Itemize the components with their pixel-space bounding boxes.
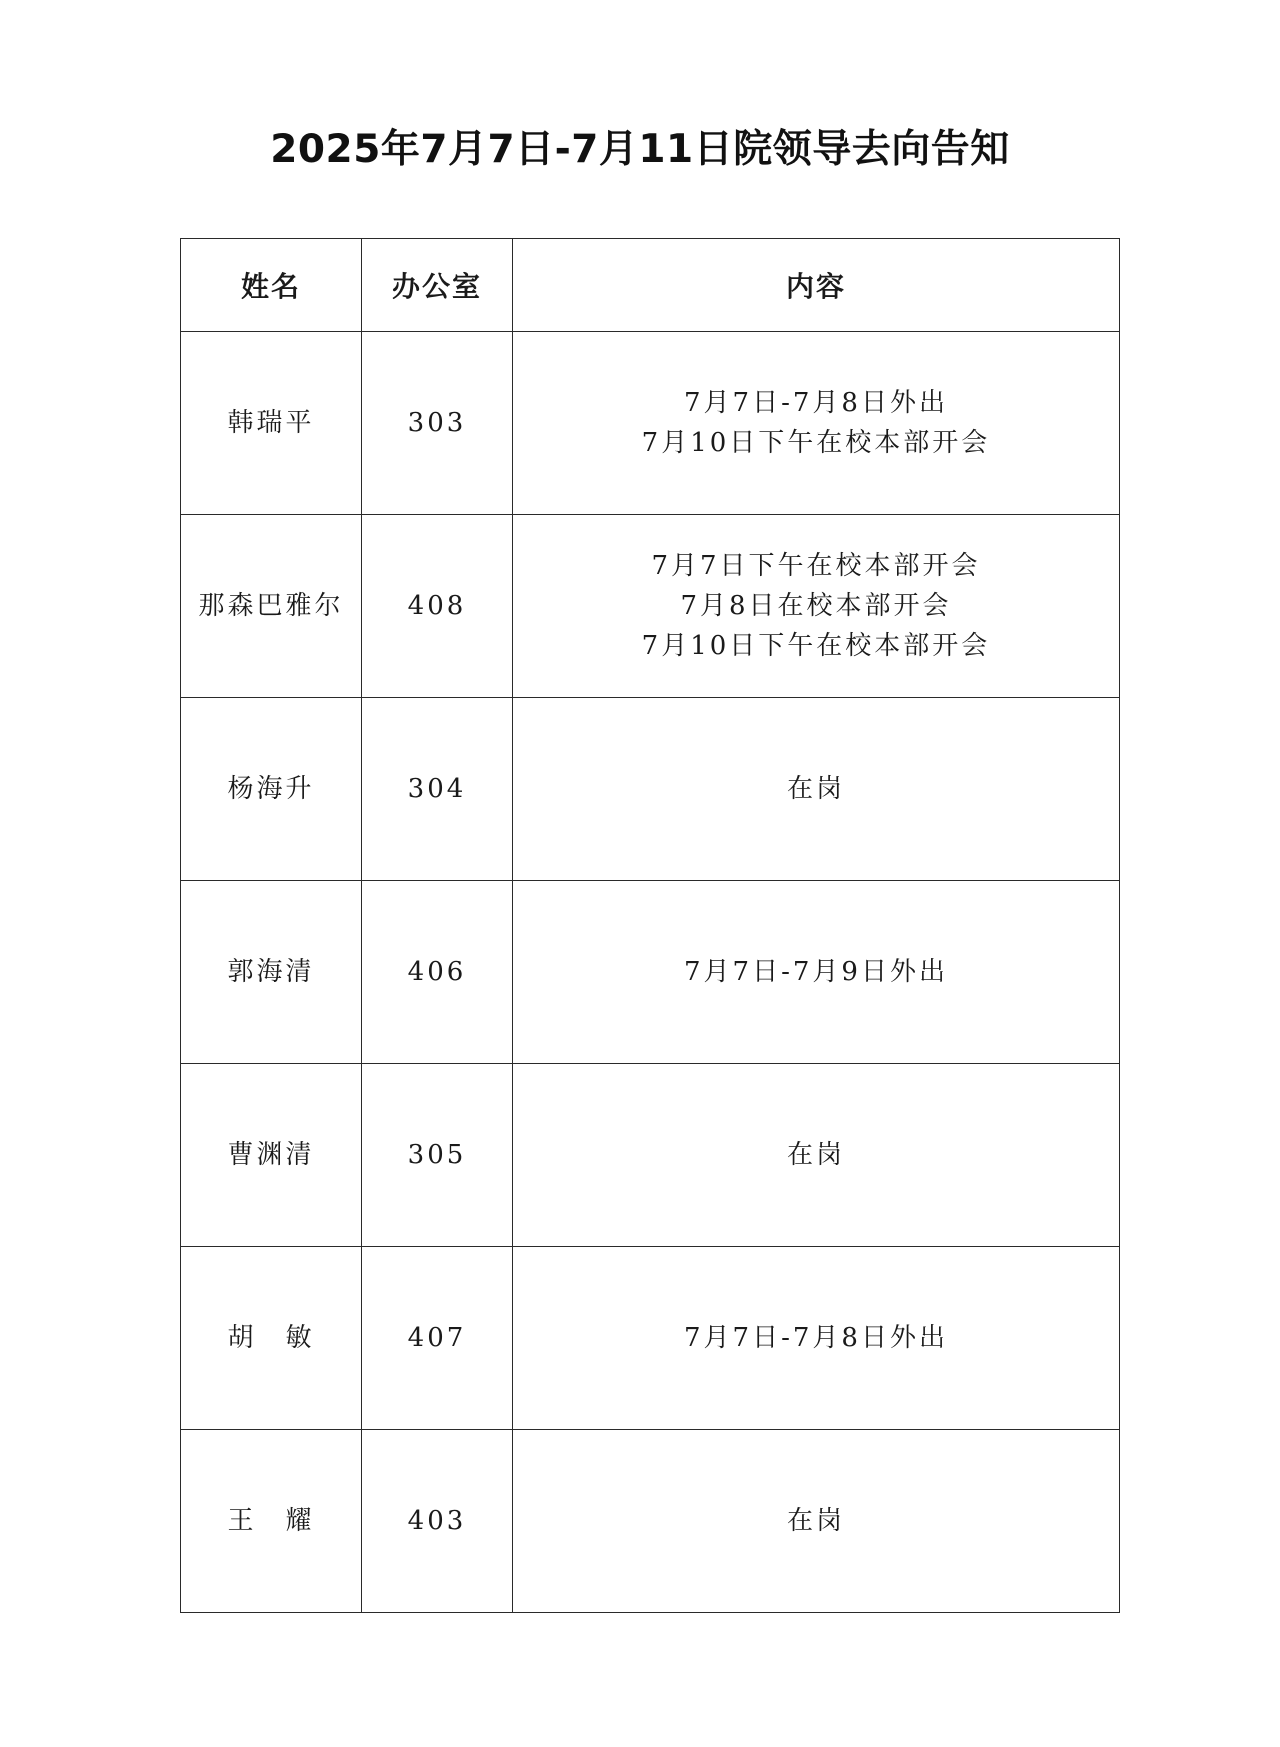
header-content: 内容: [513, 239, 1120, 332]
table-row: [181, 1064, 1120, 1247]
content-line: 7月7日-7月8日外出: [684, 388, 948, 418]
content-line: 7月10日下午在校本部开会: [641, 631, 991, 661]
cell-content: [513, 1064, 1120, 1247]
cell-name: 那森巴雅尔: [181, 515, 362, 698]
cell-name: 曹渊清: [181, 1064, 362, 1247]
cell-content: [513, 1430, 1120, 1613]
cell-name: 韩瑞平: [181, 332, 362, 515]
table-row: [181, 515, 1120, 698]
cell-name: 胡 敏: [181, 1247, 362, 1430]
cell-content: [513, 332, 1120, 515]
content-line: 7月7日下午在校本部开会: [651, 551, 981, 581]
page-title: 2025年7月7日-7月11日院领导去向告知: [270, 127, 1010, 172]
cell-office: 403: [362, 1430, 513, 1613]
cell-office: 305: [362, 1064, 513, 1247]
cell-name: 王 耀: [181, 1430, 362, 1613]
cell-office: 304: [362, 698, 513, 881]
cell-office: 408: [362, 515, 513, 698]
header-office: 办公室: [362, 239, 513, 332]
cell-content: [513, 881, 1120, 1064]
content-line: 在岗: [786, 1140, 845, 1170]
cell-name: 郭海清: [181, 881, 362, 1064]
content-line: 7月7日-7月8日外出: [684, 1323, 948, 1353]
header-name: 姓名: [181, 239, 362, 332]
content-line: 在岗: [786, 774, 845, 804]
table-row: [181, 1430, 1120, 1613]
table-row: [181, 332, 1120, 515]
cell-content: [513, 698, 1120, 881]
cell-office: 303: [362, 332, 513, 515]
content-line: 7月10日下午在校本部开会: [641, 428, 991, 458]
cell-office: 407: [362, 1247, 513, 1430]
table-row: [181, 1247, 1120, 1430]
content-line: 7月7日-7月9日外出: [684, 957, 948, 987]
table-row: [181, 881, 1120, 1064]
cell-office: 406: [362, 881, 513, 1064]
content-line: 7月8日在校本部开会: [680, 591, 952, 621]
cell-content: [513, 1247, 1120, 1430]
table-header-row: [181, 239, 1120, 332]
cell-content: [513, 515, 1120, 698]
content-line: 在岗: [786, 1506, 845, 1536]
leader-schedule-table: [180, 238, 1120, 1613]
table-row: [181, 698, 1120, 881]
cell-name: 杨海升: [181, 698, 362, 881]
